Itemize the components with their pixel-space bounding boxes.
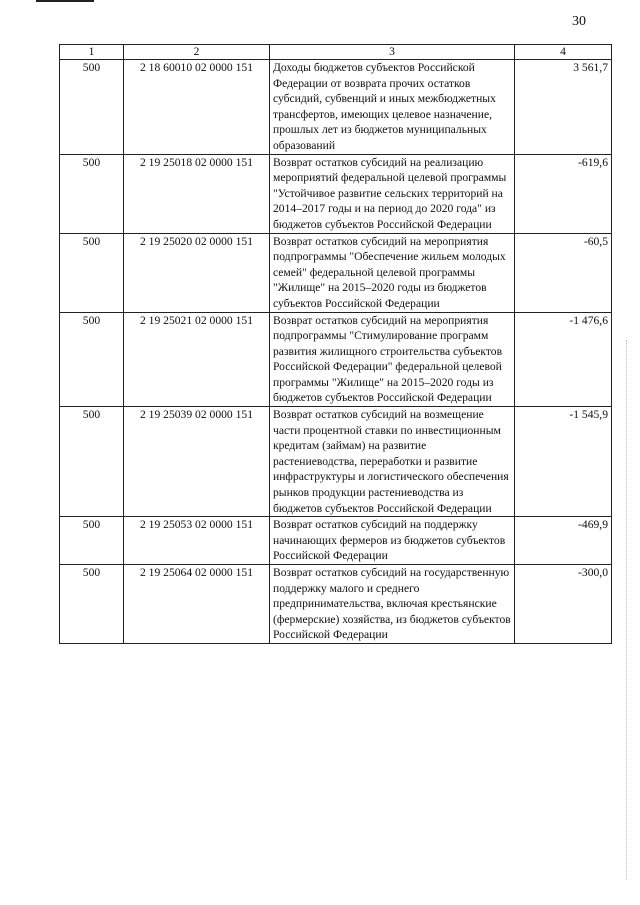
column-header-2: 2 xyxy=(124,45,270,60)
budget-code-cell: 2 19 25064 02 0000 151 xyxy=(124,565,270,644)
scan-edge-mark xyxy=(36,0,94,2)
revenue-name-cell: Возврат остатков субсидий на государственную поддержку малого и среднего предпринимательства, включая крестьянские (фермерские) хозяйства, из бюджетов субъектов Российской Федерации xyxy=(270,565,515,644)
budget-revenue-table xyxy=(59,44,612,644)
table-row xyxy=(60,517,612,565)
scan-edge-noise xyxy=(626,340,628,880)
admin-code-cell: 500 xyxy=(60,565,124,644)
revenue-name-cell: Возврат остатков субсидий на мероприятия подпрограммы "Стимулирование программ развития жилищного строительства субъектов Российской Федерации" федеральной целевой программы "Жилище" на 2015–2020 годы из бюджетов субъектов Российской Федерации xyxy=(270,312,515,407)
amount-cell: -1 545,9 xyxy=(515,407,612,517)
budget-code-cell: 2 19 25053 02 0000 151 xyxy=(124,517,270,565)
table-header-row xyxy=(60,45,612,60)
admin-code-cell: 500 xyxy=(60,407,124,517)
table-row xyxy=(60,233,612,312)
revenue-name-cell: Возврат остатков субсидий на реализацию мероприятий федеральной целевой программы "Устойчивое развитие сельских территорий на 2014–2017 годы и на период до 2020 года" из бюджетов субъектов Российской Федерации xyxy=(270,154,515,233)
budget-code-cell: 2 19 25018 02 0000 151 xyxy=(124,154,270,233)
budget-code-cell: 2 19 25021 02 0000 151 xyxy=(124,312,270,407)
column-header-1: 1 xyxy=(60,45,124,60)
amount-cell: -300,0 xyxy=(515,565,612,644)
revenue-name-cell: Возврат остатков субсидий на возмещение части процентной ставки по инвестиционным кредитам (займам) на развитие растениеводства, переработки и развитие инфраструктуры и логистического обеспечения рынков продукции растениеводства из бюджетов субъектов Российской Федерации xyxy=(270,407,515,517)
table-row xyxy=(60,60,612,155)
table-row xyxy=(60,565,612,644)
table-row xyxy=(60,312,612,407)
table-row xyxy=(60,407,612,517)
amount-cell: 3 561,7 xyxy=(515,60,612,155)
revenue-name-cell: Возврат остатков субсидий на поддержку начинающих фермеров из бюджетов субъектов Российской Федерации xyxy=(270,517,515,565)
revenue-name-cell: Доходы бюджетов субъектов Российской Федерации от возврата прочих остатков субсидий, субвенций и иных межбюджетных трансфертов, имеющих целевое назначение, прошлых лет из бюджетов муниципальных образований xyxy=(270,60,515,155)
column-header-4: 4 xyxy=(515,45,612,60)
amount-cell: -60,5 xyxy=(515,233,612,312)
amount-cell: -1 476,6 xyxy=(515,312,612,407)
budget-code-cell: 2 18 60010 02 0000 151 xyxy=(124,60,270,155)
admin-code-cell: 500 xyxy=(60,517,124,565)
amount-cell: -469,9 xyxy=(515,517,612,565)
admin-code-cell: 500 xyxy=(60,60,124,155)
page-number: 30 xyxy=(572,14,586,29)
amount-cell: -619,6 xyxy=(515,154,612,233)
admin-code-cell: 500 xyxy=(60,233,124,312)
budget-code-cell: 2 19 25039 02 0000 151 xyxy=(124,407,270,517)
revenue-name-cell: Возврат остатков субсидий на мероприятия подпрограммы "Обеспечение жильем молодых семей" федеральной целевой программы "Жилище" на 2015–2020 годы из бюджетов субъектов Российской Федерации xyxy=(270,233,515,312)
admin-code-cell: 500 xyxy=(60,154,124,233)
column-header-3: 3 xyxy=(270,45,515,60)
admin-code-cell: 500 xyxy=(60,312,124,407)
table-row xyxy=(60,154,612,233)
budget-code-cell: 2 19 25020 02 0000 151 xyxy=(124,233,270,312)
